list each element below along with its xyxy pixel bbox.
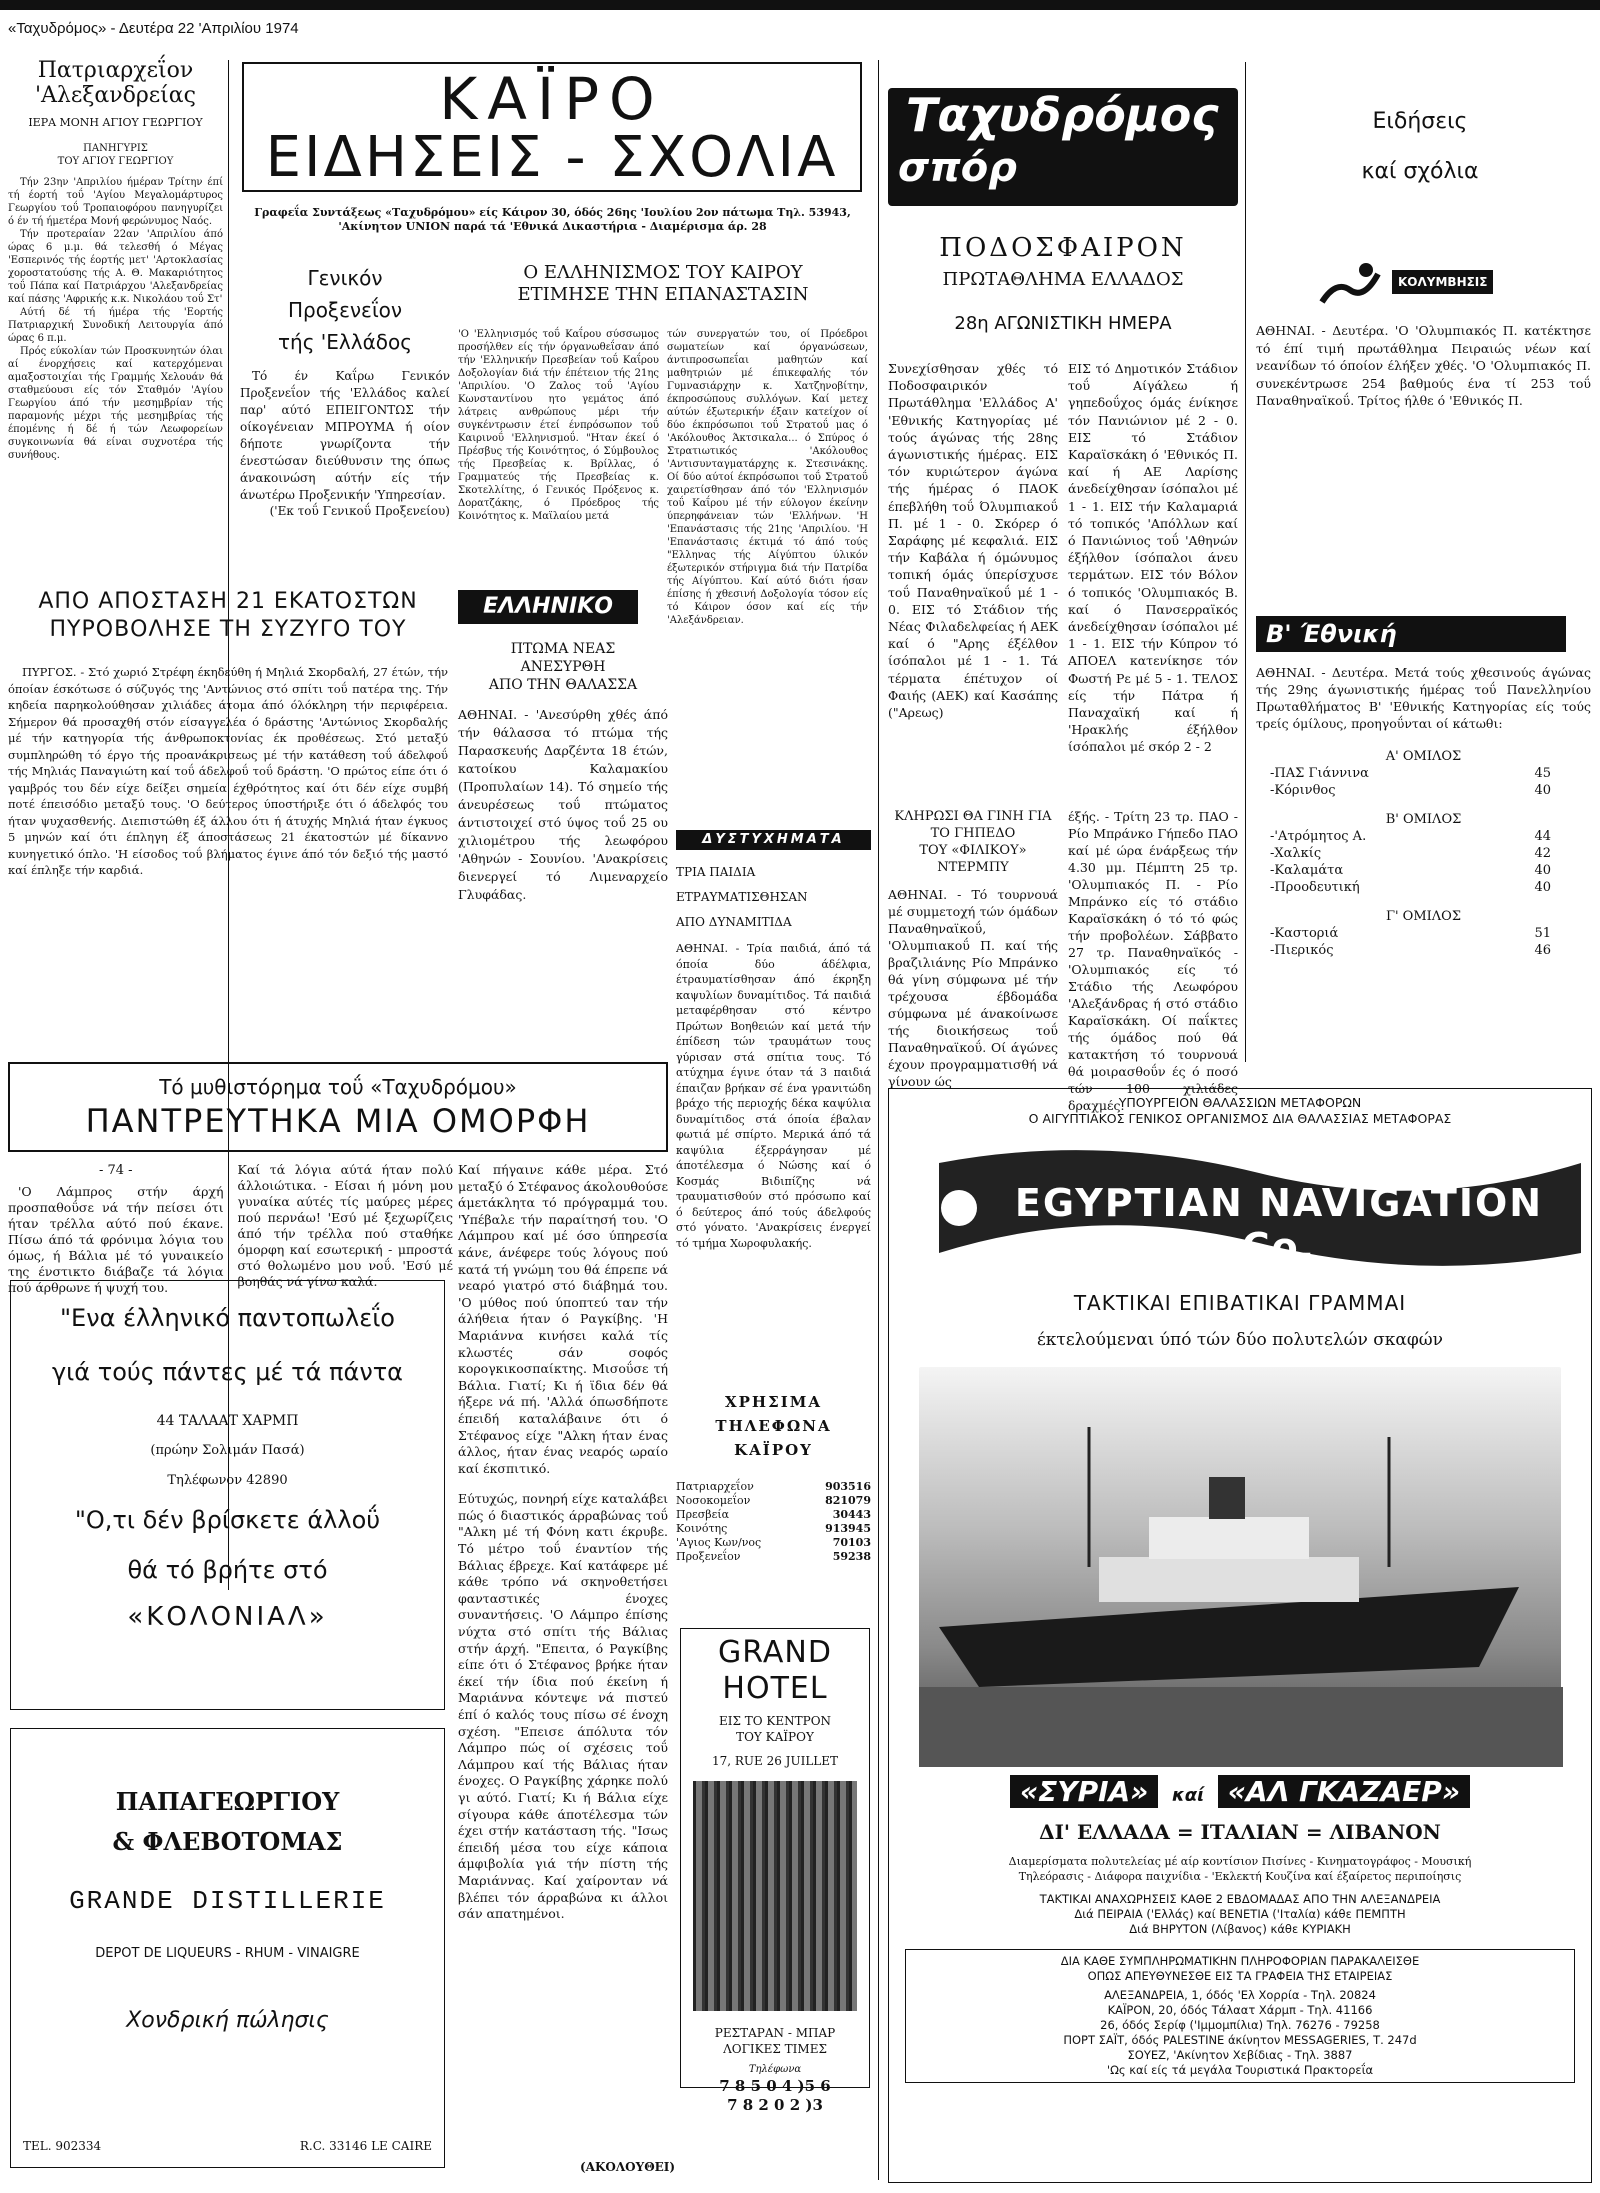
running-head: «Ταχυδρόμος» - Δευτέρα 22 'Απριλίου 1974 <box>8 20 299 37</box>
standing-row: -Προοδευτική 40 <box>1270 880 1551 895</box>
phone-row: Νοσοκομεΐον 821079 <box>676 1494 871 1507</box>
hotel-tel-label: Τηλέφωνα <box>748 2064 802 2075</box>
novel-col-4: Εύτυχώς, πονηρή είχε καταλάβει πώς ό διαστικός άρραβώνας τοΰ "Αλκη μέ τή Φόνη κατι έκρυβε. Τό μέτρο τοΰ έναντίον τής Βάλιας έβρεχε. Καί κατάφερε μέ κάθε τρόπο νά σκηνοθετήσει φανταστικές ένοχες συναντήσεις. 'Ο Λάμπρο έπίσης νύχτα στό σπίτι τής Βάλιας στήν άρχή. "Επειτα, ό Ραγκίβης είπε ότι ό Στέφανος βρήκε ήταν έκεί τήν ίδια πού έκείνη ή Μαριάννα κόντεψε νά πιστεύ έπί ό καλός τους πίσω σέ ένοχη σχέση. "Επεισε άπόλυτα τόν Λάμπρο πώς οί σχέσεις τοΰ Λάμπρου καί τής Βάλιας ήταν ένοχες. Ο Ραγκίβης χάρηκε πολύ γι αύτό. Γιατί; Κι ή Βάλια είχε σίγουρα κάθε άποτέλεσμα τών έχει στήν κατάσταση τής. "Ισως έπειδή μέσα του είχε κάποια άμφιβολία γιά τήν πίστη τής Μαριάννας. Καί χαίρονταν νά βλέπει τόν άρραβώνα κι άλλοι σάν απατημένοι. <box>458 1491 668 1922</box>
shipping-departures-2: Διά ΠΕΙΡΑΙΑ ('Ελλάς) καί ΒΕΝΕΤΙΑ ('Ιταλία) κάθε ΠΕΜΠΤΗ <box>1074 1907 1406 1921</box>
novel-number: - 74 - <box>98 1163 133 1178</box>
group-c: Γ' ΟΜΙΛΟΣ -Καστοριά 51 -Πιερικός 46 <box>1256 908 1591 959</box>
grocery-former: (πρώην Σολιμάν Πασά) <box>150 1443 305 1458</box>
office-cairo: ΚΑΪΡΟΝ, 20, όδός Τάλαατ Χάρμπ - Τηλ. 41166 <box>1107 2003 1373 2017</box>
novel-kicker: Τό μυθιστόρημα τοΰ «Ταχυδρόμου» <box>159 1075 517 1099</box>
hotel-tel-2: 7 8 2 0 2 )3 <box>727 2096 823 2114</box>
novel-part-1 <box>8 1162 453 1295</box>
grocery-phone: Τηλέφωνον 42890 <box>167 1473 288 1488</box>
shipping-departures-1: ΤΑΚΤΙΚΑΙ ΑΝΑΧΩΡΗΣΕΙΣ ΚΑΘΕ 2 ΕΒΔΟΜΑΔΑΣ ΑΠΟ ΤΗΝ ΑΛΕΞΑΝΔΡΕΙΑ <box>1039 1892 1441 1906</box>
office-suez: ΣΟΥΕΖ, 'Ακίνητον Χεβίδιας - Τηλ. 3887 <box>1127 2048 1353 2062</box>
consulate-title-3: τής 'Ελλάδος <box>277 330 412 354</box>
patriarchate-sub3: ΤΟΥ ΑΓΙΟΥ ΓΕΩΡΓΙΟΥ <box>57 156 174 167</box>
phone-row: Προξενεΐον 59238 <box>676 1550 871 1563</box>
hellenism-head-1: Ο ΕΛΛΗΝΙΣΜΟΣ ΤΟΥ ΚΑΙΡΟΥ <box>523 262 803 283</box>
novel-title: ΠΑΝΤΡΕΥΤΗΚΑ ΜΙΑ ΟΜΟΡΦΗ <box>85 1102 591 1140</box>
swimming-article <box>1256 260 1591 600</box>
patriarchate-article <box>8 58 223 558</box>
shipping-lines: ΤΑΚΤΙΚΑΙ ΕΠΙΒΑΤΙΚΑΙ ΓΡΑΜΜΑΙ <box>1073 1291 1407 1315</box>
standing-row: -Κόρινθος 40 <box>1270 783 1551 798</box>
standing-row: -Χαλκίς 42 <box>1270 846 1551 861</box>
accidents-head-1: ΤΡΙΑ ΠΑΙΔΙΑ <box>676 865 756 879</box>
swimmer-icon <box>1320 260 1380 304</box>
ship-icon <box>919 1367 1563 1767</box>
group-a: Α' ΟΜΙΛΟΣ -ΠΑΣ Γιάννινα 45 -Κόρινθος 40 <box>1256 748 1591 799</box>
standing-row: -Πιερικός 46 <box>1270 943 1551 958</box>
standing-row: -'Ατρόμητος Α. 44 <box>1270 829 1551 844</box>
swimming-label: ΚΟΛΥΜΒΗΣΙΣ <box>1392 270 1493 294</box>
office-port-said: ΠΟΡΤ ΣΑΪΤ, όδός PALESTINE άκίνητον MESSAGERIES, Τ. 247d <box>1063 2033 1417 2047</box>
drowning-article <box>458 590 668 1050</box>
patriarchate-p2: Τήν προτεραίαν 22αν 'Απριλίου άπό ώρας 6 μ.μ. θά τελεσθή ό Μέγας 'Εσπερινός τής έορτής μετ' 'Αρτοκλασίας χοροστατούσης τής Α. Θ. Μακαριότητος τοΰ Πάπα καί Πατριάρχου 'Αλεξανδρείας καί πάσης 'Αφρικής κ.κ. Νικολάου τοΰ Στ' <box>8 229 223 305</box>
office-cairo-2: 26, όδός Σερίφ ('Ιμμομπίλια) Τηλ. 76276 - 79258 <box>1100 2018 1380 2032</box>
cairo-masthead <box>242 62 862 192</box>
group-b: Β' ΟΜΙΛΟΣ -'Ατρόμητος Α. 44 -Χαλκίς 42 -Καλαμάτα 40 -Προοδευτική 40 <box>1256 811 1591 896</box>
derby-head-3: ΤΟΥ «ΦΙΛΙΚΟΥ» <box>919 843 1027 858</box>
phone-row: 'Αγιος Κων/νος 70103 <box>676 1536 871 1549</box>
b-ethniki-intro: ΑΘΗΝΑΙ. - Δευτέρα. Μετά τούς χθεσινούς άγώνας τής 29ης άγωνιστικής ήμέρας τοΰ Πανελληνίου Πρωταθλήματος Β' 'Εθνικής Κατηγορίας είς τούς τρείς όμίλους, προηγοΰνται οί κάτωθι: <box>1256 665 1591 731</box>
office-alexandria: ΑΛΕΞΑΝΔΡΕΙΑ, 1, όδός 'Ελ Χορρία - Τηλ. 20824 <box>1104 1988 1376 2002</box>
derby-article <box>888 808 1238 1113</box>
grocery-line-2: γιά τούς πάντες μέ τά πάντα <box>51 1358 404 1386</box>
shipping-amenities-2: Τηλεόρασις - Διάφορα παιχνίδια - 'Εκλεκτή Κουζίνα καί έξαίρετος περιποίησις <box>1018 1870 1462 1883</box>
swimming-header <box>1320 260 1591 304</box>
distillery-wholesale: Χονδρική πώλησις <box>126 2008 329 2033</box>
shipping-route: ΔΙ' ΕΛΛΑΔΑ = ΙΤΑΛΙΑΝ = ΛΙΒΑΝΟΝ <box>1039 1820 1441 1844</box>
novel-part-2 <box>458 1162 668 2172</box>
shipping-departures-3: Διά ΒΗΡΥΤΟΝ (Λίβανος) κάθε ΚΥΡΙΑΚΗ <box>1129 1922 1351 1936</box>
derby-col-2: έξής. - Τρίτη 23 τρ. ΠΑΟ - Ρίο Μπράνκο Γήπεδο ΠΑΟ καί μέ ώρα ένάρξεως τήν 4.30 μμ. Πέμπτη 25 τρ. 'Ολυμπιακός Π. - Ρίο Μπράνκο είς τό στάδιο Καραϊσκάκη ό τό τό φώς τήν προβολέων. Σάββατο 27 τρ. Παναθηναϊκός - 'Ολυμπιακός είς τό Στάδιο τής Λεωφόρου 'Αλεξάνδρας ή στό στάδιο Καραϊσκάκη. Οί παΐκτες τής όμάδος πού θά κατακτήση τό τουρνουά θά μοιρασθοΰν ές ό ποσό τών 100 χιλιάδες δραχμές. <box>1068 809 1238 1113</box>
ship-algazaer: «ΑΛ ΓΚΑΖΑΕΡ» <box>1218 1775 1470 1808</box>
derby-head-2: ΤΟ ΓΗΠΕΔΟ <box>930 826 1016 841</box>
shipping-ministry: ΥΠΟΥΡΓΕΙΟΝ ΘΑΛΑΣΣΙΩΝ ΜΕΤΑΦΟΡΩΝ <box>1118 1095 1362 1110</box>
shooting-head-1: ΑΠΟ ΑΠΟΣΤΑΣΗ 21 ΕΚΑΤΟΣΤΩΝ <box>38 589 418 614</box>
sport-side-1: Ειδήσεις <box>1372 109 1468 134</box>
hotel-line-1: ΕΙΣ ΤΟ ΚΕΝΤΡΟΝ <box>718 1714 832 1728</box>
football-championship: ΠΡΩΤΑΘΛΗΜΑ ΕΛΛΑΔΟΣ <box>942 269 1184 290</box>
patriarchate-p4: Πρός εύκολίαν τών Προσκυνητών όλαι αί ένορχήσεις καί κατερχόμεναι αμαξοστοιχίαι τής Γραμμής Χελουάν θά σταθμεύουσι είς τόν Σταθμόν 'Αγίου Γεωργίου άπό τήν μεσημβρίαν τής παραμονής μέχρι τής μεσημβρίας τής έπομένης ή δέ ή τών Λεωφορείων συγκοινωνία θά είναι συχνοτέρα τής συνήθους. <box>8 346 223 461</box>
patriarchate-title-2: 'Αλεξανδρείας <box>34 83 196 108</box>
ship-and: καί <box>1171 1785 1205 1806</box>
grocery-line-1: "Ενα έλληνικό παντοπωλεΐο <box>60 1304 395 1332</box>
distillery-depot: DEPOT DE LIQUEURS - RHUM - VINAIGRE <box>95 1946 360 1961</box>
derby-head-1: ΚΛΗΡΩΣΙ ΘΑ ΓΙΝΗ ΓΙΑ <box>894 809 1052 824</box>
shooting-article <box>8 588 448 1058</box>
distillery-rc: R.C. 33146 LE CAIRE <box>299 2139 432 2153</box>
hotel-tel-1: 7 8 5 0 4 )5 6 <box>719 2077 831 2095</box>
novel-col-3: Καί πήγαινε κάθε μέρα. Στό μεταξύ ό Στέφανος άκολουθούσε άμετάκλητα τό πρόγραμμά του. 'Υπέβαλε τήν παραίτησή του. 'Ο Λάμπρου καί μέ όσο ύπηρεσία κάνε, άνέφερε τούς λόγους πού κατά τή γνώμη του θά έπρεπε νά νεαρό γιατρό στό διάβημά του. 'Ο μύθος πού ύποπτεύ ταν τήν άλήθεια ήταν ό Ραγκίβης. 'Η Μαριάννα κινήσει καλά τίς κλωστές σάν σοφός κορογκικοσπαίκτης. Μισοΰσε τή Βάλια. Γιατί; Κι ή ϊδια δέν θά ήξερε νά πή. 'Αλλά όπωσδήποτε έπειδή καταλάβαινε ότι ό Στέφανος είχε "Αλκη ήταν ένας άλλος, ήταν ένας νεαρός ωραίο καί έκσπιτικό. <box>458 1162 668 1476</box>
phones-title-1: ΧΡΗΣΙΜΑ <box>725 1393 822 1411</box>
hotel-restaurant: ΡΕΣΤΑΡΑΝ - ΜΠΑΡ <box>714 2026 836 2040</box>
consulate-notice <box>240 262 450 572</box>
office-agencies: 'Ως καί είς τά μεγάλα Τουριστικά Πρακτορεΐα <box>1106 2063 1374 2077</box>
sport-side-2: καί σχόλια <box>1361 159 1479 184</box>
hotel-address: 17, RUE 26 JUILLET <box>711 1754 839 1768</box>
sport-banner <box>888 88 1238 206</box>
patriarchate-sub2: ΠΑΝΗΓΥΡΙΣ <box>83 143 148 154</box>
b-ethniki-article <box>1256 664 1591 1084</box>
drowning-head-2: ΑΝΕΣΥΡΘΗ <box>520 659 606 675</box>
shipping-flag <box>899 1133 1581 1283</box>
hellenism-col-1: 'Ο 'Ελληνισμός τοΰ Καΐρου σύσσωμος προσήλθεν είς τήν όργανωθεΐσαν άπό τήν 'Ελληνικήν Πρεσβείαν τοΰ Καΐρου Δοξολογίαν διά τήν έπέτειον τής 21ης 'Απριλίου. 'Ο Ζαλος τοΰ 'Αγίου Κωνσταντίνου ητο γεμάτος άπό λάτρεις ανθρώπους μέρι τήν συγκέντρωσιν έτεί ένπρόσωπον τοΰ Καιρινοΰ 'Ελληνισμοΰ. "Ηταν έκεί ό Πρέσβυς τής Κοινότητος, ό Σύμβουλος τής Πρεσβείας κ. Βρίλλας, ό Γραμματεύς τής Πρεσβείας κ. Σκοτελλίτης, ό Γενικός Πρόξενος κ. Δορατζάκης, ό Πρόεδρος τής Κοινότητος κ. Μαϊλαίου μετά <box>458 329 659 522</box>
football-round: 28η ΑΓΩΝΙΣΤΙΚΗ ΗΜΕΡΑ <box>954 313 1172 334</box>
hotel-prices: ΛΟΓΙΚΕΣ ΤΙΜΕΣ <box>723 2042 827 2056</box>
cairo-title: ΚΑΪΡΟ <box>439 65 665 133</box>
patriarchate-p3: Αύτή δέ τή ήμέρα τής 'Εορτής Πατριαρχική Συνοδική Λειτουργία άπό ώρας 6 π.μ. <box>8 307 223 344</box>
sport-banner-sub: σπόρ <box>898 145 1017 191</box>
phone-row: Πατριαρχεΐον 903516 <box>676 1480 871 1493</box>
distillery-grande: GRANDE DISTILLERIE <box>69 1886 386 1916</box>
standing-row: -Καστοριά 51 <box>1270 926 1551 941</box>
shipping-org: Ο ΑΙΓΥΠΤΙΑΚΟΣ ΓΕΝΙΚΟΣ ΟΡΓΑΝΙΣΜΟΣ ΔΙΑ ΘΑΛΑΣΣΙΑΣ ΜΕΤΑΦΟΡΑΣ <box>1028 1111 1452 1126</box>
phone-row: Κοινότης 913945 <box>676 1522 871 1535</box>
accidents-label: ΔΥΣΤΥΧΗΜΑΤΑ <box>676 830 871 850</box>
cairo-office-address: Γραφεΐα Συντάξεως «Ταχυδρόμου» είς Κάιρον 30, όδός 26ης 'Ιουλίου 2ον πάτωμα Τηλ. 53943, 'Ακίνητον UNION παρά τά 'Εθνικά Δικαστήρια - Διαμέρισμα άρ. 28 <box>254 206 851 233</box>
consulate-signature: ('Εκ τοΰ Γενικοΰ Προξενείου) <box>269 504 450 518</box>
shipping-offices <box>905 1949 1575 2083</box>
grocery-line-6: "Ο,τι δέν βρίσκετε άλλοΰ <box>74 1506 381 1534</box>
patriarchate-p1: Τήν 23ην 'Απριλίου ήμέραν Τρίτην έπί τή έορτή τοΰ 'Αγίου Μεγαλομάρτυρος Γεωργίου τοΰ Τροπαιοφόρου πανηγυρίζει ό έν τή ήμετέρα Μονή φερώνυμος Ναός. <box>8 177 223 227</box>
drowning-head-1: ΠΤΩΜΑ ΝΕΑΣ <box>510 641 616 657</box>
column-rule <box>878 60 879 2180</box>
shipping-ad <box>888 1088 1592 2183</box>
phones-title-2: ΤΗΛΕΦΩΝΑ <box>715 1417 832 1435</box>
phone-row: Πρεσβεία 30443 <box>676 1508 871 1521</box>
consulate-title-1: Γενικόν <box>307 266 383 290</box>
novel-header <box>8 1062 668 1152</box>
grocery-ad <box>10 1280 445 1710</box>
patriarchate-subtitle: ΙΕΡΑ ΜΟΝΗ ΑΓΙΟΥ ΓΕΩΡΓΙΟΥ <box>28 116 203 129</box>
accidents-body: ΑΘΗΝΑΙ. - Τρία παιδιά, άπό τά όποία δύο άδέλφια, έτραυματίσθησαν άπό έκρηξη καψυλίων δυναμίτιδος. Τά παιδιά μεταφέρθησαν στό κέντρο Πρώτων Βοηθειών καί μετά τήν έπίδεση τών τραυμάτων τους γύρισαν στά σπίτια τους. Τό ατύχημα έγινε όταν τά 3 παιδιά έπαιζαν βρήκαν σέ ένα γρανιτώδη βράχο τής περιοχής δέκα καψύλια δυναμίτιδος στά όποία έβαλαν φωτιά μέ σπίρτο. Μερικά άπό τά καψύλια έξερράγησαν μέ άποτέλεσμα ό Νώσης καί ό Κοσμάς Βιδιπίζης νά τραυματισθούν στό πρόσωπο καί ό δεύτερος άπό τούς άδελφούς στό γόνατο. 'Ανακρίσεις ένεργεί τό τμήμα Χωροφυλακής. <box>676 942 871 1250</box>
shipping-amenities-1: Διαμερίσματα πολυτελείας μέ αίρ κοντίσιον Πισίνες - Κινηματογράφος - Μουσική <box>1008 1855 1472 1868</box>
hotel-name: GRAND HOTEL <box>718 1635 832 1706</box>
novel-col-2: Καί τά λόγια αύτά ήταν πολύ άλλοιώτικα. - Είσαι ή μόνη μου γυναίκα αύτές τίς μαύρες μέρες πού περνάω! 'Εσύ μέ ξεχωρίζεις άπό τήν τρέλλα πού σταθήκε όμορφη καί εσωτερική - μπροστά στό θολωμένο μου νοΰ. 'Εσύ μέ βοηθάς νά γίνω καλά. <box>237 1162 453 1289</box>
shipping-info-2: ΟΠΩΣ ΑΠΕΥΘΥΝΕΣΘΕ ΕΙΣ ΤΑ ΓΡΑΦΕΙΑ ΤΗΣ ΕΤΑΙΡΕΙΑΣ <box>1087 1969 1393 1983</box>
grand-hotel-ad <box>680 1628 870 2114</box>
shooting-body: ΠΥΡΓΟΣ. - Στό χωριό Στρέφη έκηδεύθη ή Μηλιά Σκορδαλή, 27 έτών, τήν όποίαν έσκότωσε ό σύζυγός της 'Αντώνιος στό σπίτι τοΰ πατέρα της. Τήν κηδεία παρηκολούθησαν χιλιάδες άτομα άπό όλόκληρη τήν περιφέρεια. Σήμερον θά προσαχθή στόν είσαγγελέα ό δράστης 'Αντώνιος Σκορδαλής μέ τήν κατηγορία τής άνθρωποκτονίας έκ προθέσεως. Στό μεταξύ συμπληρώθη τό έργο τής προανάκρισεως μέ τήν κατάθεση τοΰ άδελφοΰ τής Μηλιάς Παναγιώτη καί τοΰ άδελφοΰ τοΰ δράστη. 'Ο πρώτος είπε ότι ό γαμβρός του δέν είχε δείξει σημεία έχθρότητος καί ότι δέν είχε συμβή ποτέ έπεισόδιο μεταξύ τους. 'Ο δεύτερος ύποστήριξε ότι ό άδελφός του ήταν ψυχασθενής. Διεπιστώθη έξ άλλου ότι ή άτυχής Μηλιά ήταν έγκυος 5 μηνών καί ότι έπληγη έξ άποστάσεως 21 έκατοστών μέ δίκαννο κυνηγετικό όπλο. 'Η είσοδος τοΰ βλήματος έγινε άπό τόν δεξιό τής μαστό καί έπληξε τήν καρδιά. <box>8 665 448 877</box>
shipping-by: έκτελούμεναι ύπό τών δύο πολυτελών σκαφών <box>1037 1330 1443 1350</box>
shooting-head-2: ΠΥΡΟΒΟΛΗΣΕ ΤΗ ΣΥΖΥΓΟ ΤΟΥ <box>49 617 407 642</box>
top-rule <box>0 0 1600 10</box>
shipping-info-1: ΔΙΑ ΚΑΘΕ ΣΥΜΠΛΗΡΩΜΑΤΙΚΗΝ ΠΛΗΡΟΦΟΡΙΑΝ ΠΑΡΑΚΑΛΕΙΣΘΕ <box>1060 1954 1420 1968</box>
standing-row: -Καλαμάτα 40 <box>1270 863 1551 878</box>
football-article <box>888 360 1238 800</box>
football-col-1: Συνεχίσθησαν χθές τό Ποδοσφαιρικόν Πρωτάθλημα 'Ελλάδος Α' 'Εθνικής Κατηγορίας μέ τούς άγώνας τής 28ης άγωνιστικής ήμέρας. ΕΙΣ τόν κυριώτερον άγώνα τής ήμέρας ό ΠΑΟΚ έπεβλήθη τοΰ Όλυμπιακοΰ Π. μέ 1 - 0. Σκόρερ ό Σαράφης μέ κεφαλιά. ΕΙΣ τήν Καβάλα ή όμώνυμος τοπική όμάς ύπερίσχυσε τοΰ Παναθηναϊκοΰ μέ 1 - 0. ΕΙΣ τό Στάδιον τής Νέας Φιλαδελφείας ή ΑΕΚ καί ό "Αρης έξέλθον ίσόπαλοι μέ 1 - 1. Τά τέρματα έπέτυχον οί Φαιής (ΑΕΚ) καί Κασάπης ("Αρεως) <box>888 361 1058 721</box>
football-col-2: ΕΙΣ τό Δημοτικόν Στάδιον τοΰ Αίγάλεω ή γηπεδοΰχος όμάς ένίκησε τόν Πανιώνιον μέ 2 - 0. ΕΙΣ τό Στάδιον Καραϊσκάκη ό 'Εθνικός Π. καί ή ΑΕ Λαρίσης άνεδείχθησαν ίσόπαλοι μέ 1 - 1. ΕΙΣ τήν Καλαμαριά τό τοπικός 'Απόλλων καί ό Πανιώνιος τοΰ 'Αθηνών έξήλθον ίσόπαλοι άνευ τερμάτων. ΕΙΣ τόν Βόλον ό τοπικός 'Ολυμπιακός Β. καί ό Πανσερραϊκός άνεδείχθησαν ίσόπαλοι μέ 1 - 1. ΕΙΣ τήν Κύπρον τό ΑΠΟΕΛ κατενίκησε τόν Φωστή Ρε μέ 5 - 1. ΤΕΛΟΣ είς τήν Πάτρα ή Παναχαϊκή καί ή 'Ηρακλής έξήλθον ίσόπαλοι μέ σκόρ 2 - 2 <box>1068 361 1238 755</box>
consulate-body: Τό έν Καΐρω Γενικόν Προξενεΐον τής 'Ελλάδος καλεί παρ' αύτό ΕΠΕΙΓΟΝΤΩΣ τήν οίκογένειαν ΜΠΡΟΥΜΑ ή οίον δήποτε γνωρίζοντα τήν ένεστώσαν διεύθυνσιν της όπως άνακοινώση αύτήν είς τήν άνωτέρω Προξενικήν 'Υπηρεσίαν. <box>240 369 450 502</box>
ship-names <box>889 1775 1591 1808</box>
grocery-brand: «ΚΟΛΟΝΙΑΛ» <box>127 1602 328 1632</box>
phones-title-3: ΚΑΪΡΟΥ <box>734 1441 813 1459</box>
distillery-tel: TEL. 902334 <box>23 2139 102 2153</box>
novel-col-1: 'Ο Λάμπρος στήν άρχή προσπαθοΰσε νά τήν πείσει ότι ήταν τρέλλα αύτό πού έκανε. Πίσω άπό τά φρόνιμα λόγια του όμως, ή Βάλια μέ τό γυναικείο της ένστικτο διάβαζε τά λόγια πού άρθρωνε ή ψυχή του. <box>8 1184 224 1295</box>
greek-label: ΕΛΛΗΝΙΚΟ <box>458 590 638 624</box>
consulate-title-2: Προξενεΐον <box>287 298 403 322</box>
phones-box <box>676 1390 871 1610</box>
standing-row: -ΠΑΣ Γιάννινα 45 <box>1270 766 1551 781</box>
flag-text: EGYPTIAN NAVIGATION Co. <box>1014 1181 1544 1269</box>
ship-syria: «ΣΥΡΙΑ» <box>1010 1775 1158 1808</box>
drowning-body: ΑΘΗΝΑΙ. - 'Ανεσύρθη χθές άπό τήν θάλασσα τό πτώμα τής Παρασκευής Δαρζέντα 18 έτών, κατοίκου Καλαμακίου (Προπυλαίων 14). Τό σημείο τής άνευρέσεως τοΰ πτώματος άντιστοιχεί στό ύψος τοΰ 25 ου χιλιομέτρου τής λεωφόρου 'Αθηνών - Σουνίου. 'Ανακρίσεις διενεργεί τό Λιμεναρχείο Γλυφάδας. <box>458 707 668 902</box>
hotel-building-image <box>693 1781 857 2011</box>
accidents-head-2: ΕΤΡΑΥΜΑΤΙΣΘΗΣΑΝ <box>676 890 808 904</box>
accidents-head-3: ΑΠΟ ΔΥΝΑΜΙΤΙΔΑ <box>676 915 792 929</box>
grocery-address: 44 ΤΑΛΑΑΤ ΧΑΡΜΠ <box>156 1413 299 1429</box>
distillery-ad <box>10 1728 445 2168</box>
b-ethniki-label: Β' Έθνική <box>1256 616 1566 652</box>
sport-banner-title: Ταχυδρόμος <box>906 88 1219 142</box>
hellenism-head-2: ΕΤΙΜΗΣΕ ΤΗΝ ΕΠΑΝΑΣΤΑΣΙΝ <box>517 284 809 305</box>
derby-col-1: ΑΘΗΝΑΙ. - Τό τουρνουά μέ συμμετοχή τών όμάδων Παναθηναϊκοΰ, 'Ολυμπιακοΰ Π. καί τής βραζιλιάνης Ρίο Μπράνκο θά γίνη σύμφωνα μέ τήν τρέχουσα έβδομάδα σύμφωνα μέ άνακοίνωσε τής διοικήσεως τοΰ Παναθηναϊκοΰ. Οί άγώνες έχουν προγραμματισθή νά γίνουν ώς <box>888 887 1058 1089</box>
drowning-head-3: ΑΠΟ ΤΗΝ ΘΑΛΑΣΣΑ <box>488 677 638 693</box>
ship-photo <box>919 1367 1561 1767</box>
swimming-body: ΑΘΗΝΑΙ. - Δευτέρα. 'Ο 'Ολυμπιακός Π. κατέκτησε τό έπί τιμή πρωτάθλημα Πειραιώς νέων καί νεανίδων τό όποίον έλήξεν χθές. 'Ο 'Ολυμπιακός Π. συνεκέντρωσε 254 βαθμούς ένα τί 253 τοΰ Παναθηναϊκοΰ. Τρίτος ήλθε ό 'Εθνικός Π. <box>1256 323 1591 408</box>
cairo-subtitle: ΕΙΔΗΣΕΙΣ - ΣΧΟΛΙΑ <box>265 125 839 190</box>
distillery-name-2: & ΦΛΕΒΟΤΟΜΑΣ <box>112 1827 343 1856</box>
football-head: ΠΟΔΟΣΦΑΙΡΟΝ <box>939 233 1187 263</box>
hotel-line-2: ΤΟΥ ΚΑΪΡΟΥ <box>736 1730 814 1744</box>
hellenism-col-2: τών συνεργατών του, οί Πρόεδροι σωματείων καί όργανώσεων, άντιπροσωπεΐαι μαθητών καί μαθητριών μέ έπικεφαλής τόν Γυμνασιάρχην κ. Χατζηνοβίτην, έκπροσώπους συλλόγων. Καί μετεχ αύτών έξωτερικήν έξαιν κατείχον οί δύο έκπρόσωποι τοΰ Στρατοΰ μας ό 'Ακόλουθος Άκτσικαλα... ό Σπύρος ό Στρατιωτικός 'Ακόλουθος 'Αντισυνταγματάρχης κ. Στεσινάκης. Οί δύο αύτοί έκπρόσωποι τοΰ Στρατοΰ χαιρετίσθησαν άπό τόν 'Ελληνισμόν τοΰ Καΐρου μέ τήν εύλογον έκείνην ύπερηφάνειαν τών 'Ελλήνων. 'Η 'Επανάστασις τής 21ης 'Απριλίου. 'Η 'Επανάστασις έκτιμά τό άπό τούς "Ελληνας τής Αίγύπτου ύλικόν έξωτερικόν στήριγμα διά τήν Πατρίδα τής Αίγύπτου. Καί αύτό διότι ήσαν έπίσης ή χθεσινή Δοξολογία τόσον είς τό Κάιρον όσον καί είς τήν 'Αλεξάνδρειαν. <box>667 329 868 626</box>
patriarchate-title: Πατριαρχεΐον <box>37 58 194 83</box>
novel-continued: (ΑΚΟΛΟΥΘΕΙ) <box>580 2160 676 2174</box>
derby-head-4: ΝΤΕΡΜΠΥ <box>937 860 1009 875</box>
accidents-article <box>676 830 871 1270</box>
column-rule <box>1245 62 1246 1062</box>
distillery-name-1: ΠΑΠΑΓΕΩΡΓΙΟΥ <box>115 1787 340 1816</box>
grocery-line-7: θά τό βρήτε στό <box>127 1556 328 1584</box>
